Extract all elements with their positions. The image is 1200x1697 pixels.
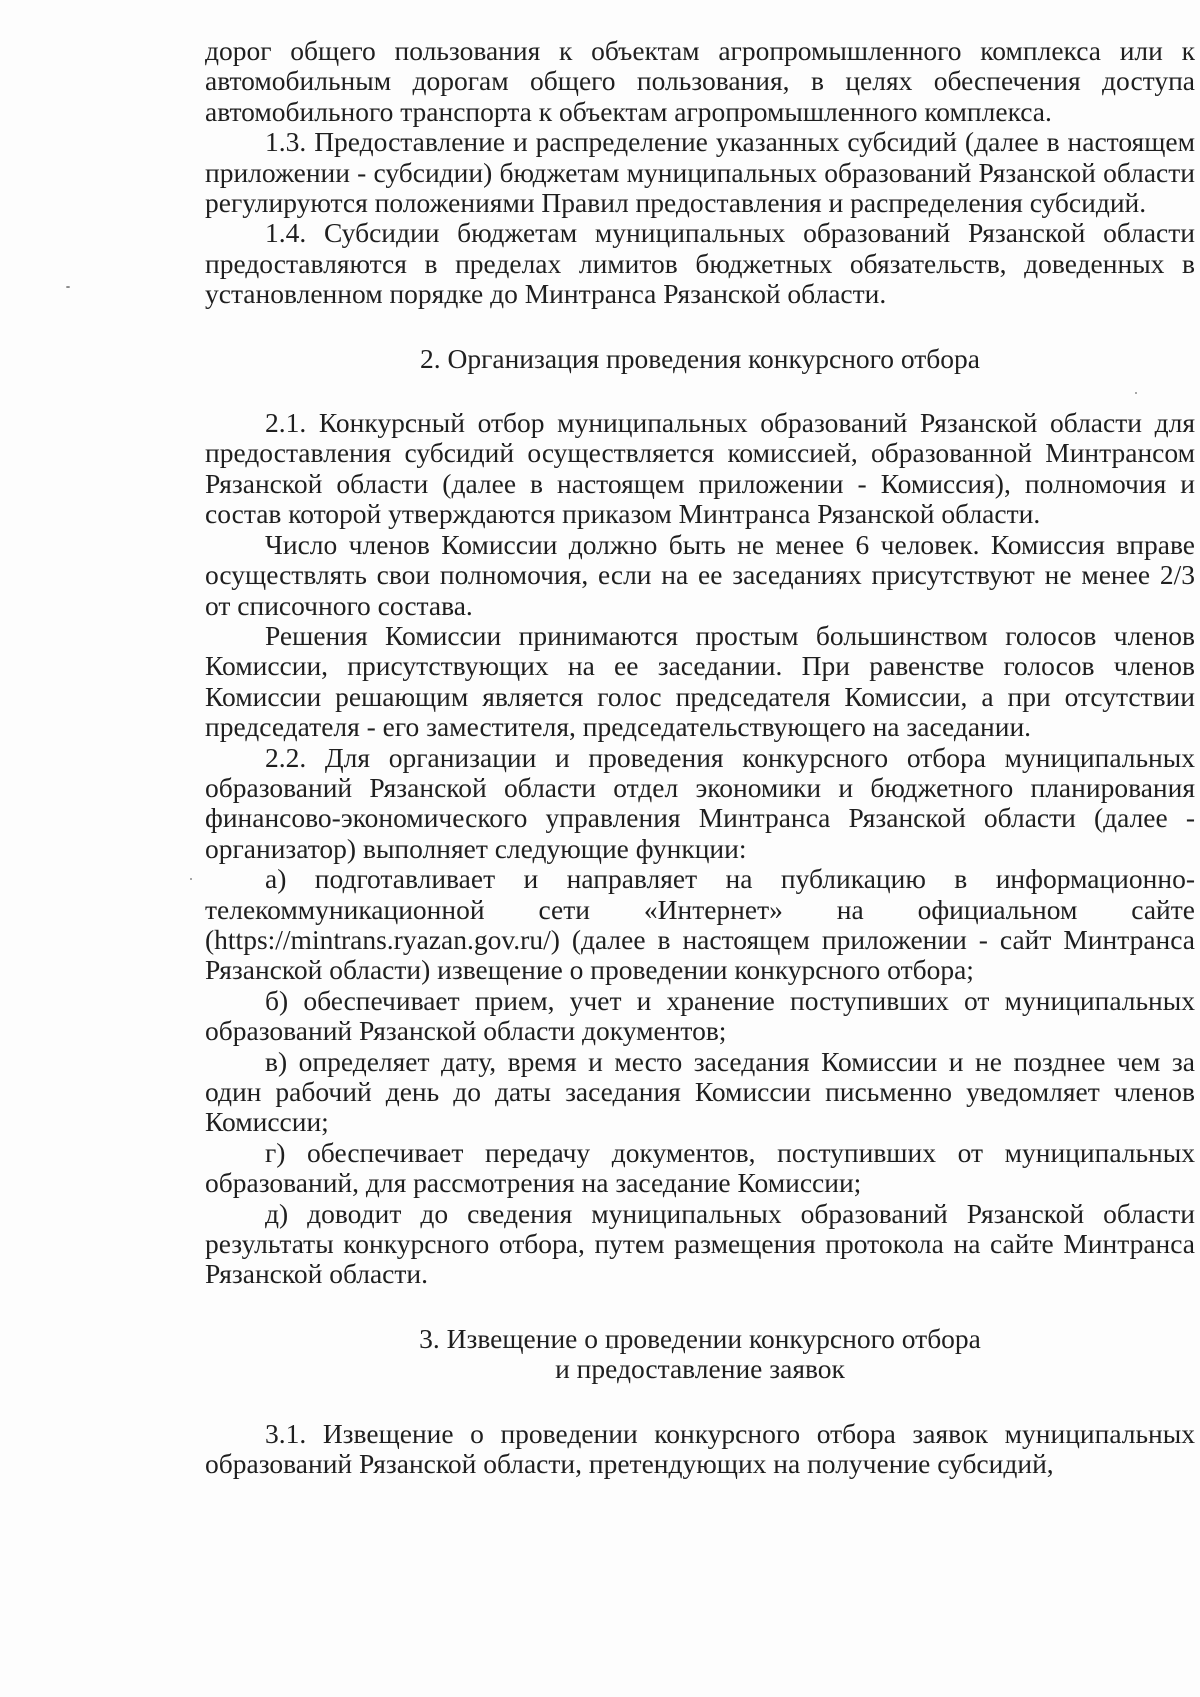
paragraph-3-1: 3.1. Извещение о проведении конкурсного отбора заявок муниципальных образований Рязанской области, претендующих на получение субсидий, (205, 1417, 1195, 1480)
section-3-heading-line1: 3. Извещение о проведении конкурсного отбора (419, 1322, 981, 1354)
scan-speck (66, 286, 70, 288)
section-2-heading: 2. Организация проведения конкурсного отбора (420, 342, 980, 374)
list-item-v: в) определяет дату, время и место заседания Комиссии и не позднее чем за один рабочий день до даты заседания Комиссии письменно уведомляет членов Комиссии; (205, 1045, 1195, 1138)
paragraph-continuation: дорог общего пользования к объектам агропромышленного комплекса или к автомобильным дорогам общего пользования, в целях обеспечения доступа автомобильного транспорта к объектам агропромышленного комплекса. (205, 35, 1195, 127)
paragraph-2-1-decisions: Решения Комиссии принимаются простым большинством голосов членов Комиссии, присутствующих на ее заседании. При равенстве голосов членов Комиссии решающим является голос председателя Комиссии, а при отсутствии председателя - его заместителя, председательствующего на заседании. (205, 619, 1195, 743)
document-body (205, 36, 1195, 1479)
list-item-a: а) подготавливает и направляет на публикацию в информационно-телекоммуникационной сети «Интернет» на официальном сайте (https://mintrans.ryazan.gov.ru/) (далее в настоящем приложении - сайт Минтранса Рязанской области) извещение о проведении конкурсного отбора; (205, 863, 1195, 986)
paragraph-1-3: 1.3. Предоставление и распределение указанных субсидий (далее в настоящем приложении - субсидии) бюджетам муниципальных образований Рязанской области регулируются положениями Правил предоставления и распределения субсидий. (205, 126, 1195, 219)
section-3-heading-line2: и предоставление заявок (555, 1353, 845, 1385)
paragraph-2-1: 2.1. Конкурсный отбор муниципальных образований Рязанской области для предоставления субсидий осуществляется комиссией, образованной Минтрансом Рязанской области (далее в настоящем приложении - Комиссия), полномочия и состав которой утверждаются приказом Минтранса Рязанской области. (205, 407, 1195, 530)
section-3-heading (205, 1324, 1195, 1385)
list-item-b: б) обеспечивает прием, учет и хранение поступивших от муниципальных образований Рязанской области документов; (205, 984, 1195, 1047)
paragraph-2-1-members: Число членов Комиссии должно быть не менее 6 человек. Комиссия вправе осуществлять свои полномочия, если на ее заседаниях присутствуют не менее 2/3 от списочного состава. (205, 528, 1195, 621)
list-item-g: г) обеспечивает передачу документов, поступивших от муниципальных образований, для рассмотрения на заседание Комиссии; (205, 1136, 1195, 1199)
list-item-d: д) доводит до сведения муниципальных образований Рязанской области результаты конкурсного отбора, путем размещения протокола на сайте Минтранса Рязанской области. (205, 1197, 1195, 1290)
scan-speck (190, 878, 192, 880)
paragraph-1-4: 1.4. Субсидии бюджетам муниципальных образований Рязанской области предоставляются в пределах лимитов бюджетных обязательств, доведенных в установленном порядке до Минтранса Рязанской области. (205, 217, 1195, 310)
paragraph-2-2: 2.2. Для организации и проведения конкурсного отбора муниципальных образований Рязанской области отдел экономики и бюджетного планирования финансово-экономического управления Минтранса Рязанской области (далее - организатор) выполняет следующие функции: (205, 741, 1195, 864)
